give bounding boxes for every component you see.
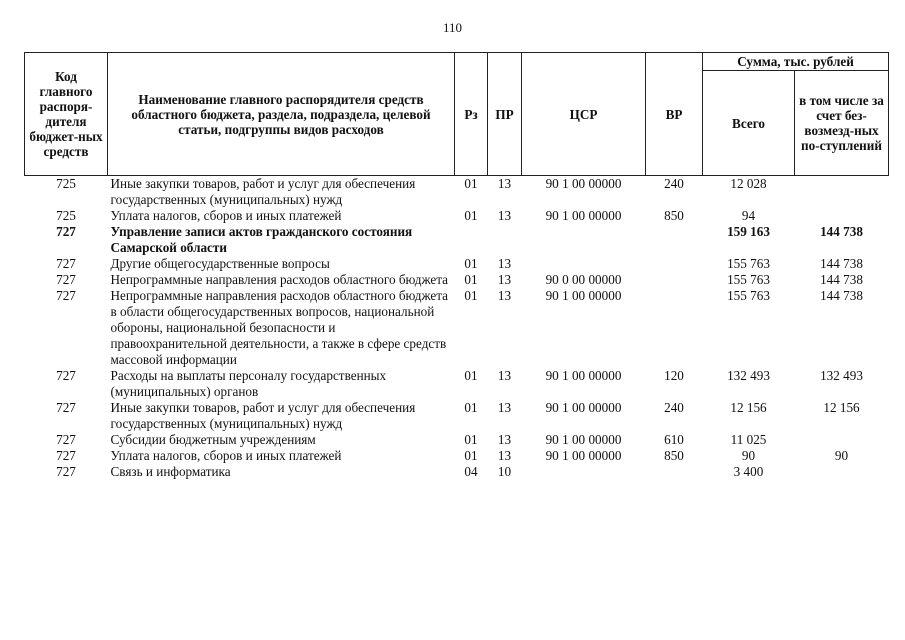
total-cell: 94 bbox=[741, 208, 756, 223]
code-cell: 727 bbox=[56, 464, 76, 479]
rz-cell: 01 bbox=[464, 176, 478, 191]
rz-cell: 01 bbox=[464, 288, 478, 303]
table-header bbox=[25, 53, 889, 176]
csr-cell: 90 1 00 00000 bbox=[545, 288, 622, 303]
pr-cell: 13 bbox=[497, 176, 512, 191]
name-cell: Уплата налогов, сборов и иных платежей bbox=[110, 448, 342, 463]
pr-cell: 13 bbox=[497, 400, 512, 415]
name-cell: Субсидии бюджетным учреждениям bbox=[110, 432, 316, 447]
incl-cell bbox=[795, 208, 889, 224]
pr-cell: 13 bbox=[497, 256, 512, 271]
table-row bbox=[25, 400, 889, 432]
code-cell: 727 bbox=[56, 224, 76, 239]
rz-cell: 01 bbox=[464, 368, 478, 383]
incl-cell: 144 738 bbox=[820, 288, 863, 303]
incl-cell: 12 156 bbox=[823, 400, 860, 415]
csr-cell: 90 1 00 00000 bbox=[545, 400, 622, 415]
incl-cell: 144 738 bbox=[820, 224, 863, 239]
code-cell: 725 bbox=[56, 176, 76, 191]
vr-cell bbox=[646, 464, 703, 480]
table-row bbox=[25, 272, 889, 288]
vr-cell: 850 bbox=[664, 448, 684, 463]
pr-cell: 13 bbox=[497, 288, 512, 303]
csr-cell: 90 0 00 00000 bbox=[545, 272, 622, 287]
vr-cell: 120 bbox=[664, 368, 684, 383]
pr-cell: 13 bbox=[497, 368, 512, 383]
table-row bbox=[25, 448, 889, 464]
pr-cell: 13 bbox=[497, 448, 512, 463]
name-cell: Непрограммные направления расходов областного бюджета в области общегосударственных вопросов, национальной обороны, национальной безопасности и правоохранительной деятельности, а также в сфере средств массовой информации bbox=[110, 288, 449, 367]
rz-cell: 01 bbox=[464, 448, 478, 463]
name-cell: Уплата налогов, сборов и иных платежей bbox=[110, 208, 342, 223]
name-cell: Связь и информатика bbox=[110, 464, 231, 479]
name-cell: Другие общегосударственные вопросы bbox=[110, 256, 330, 271]
incl-cell bbox=[795, 176, 889, 209]
incl-cell bbox=[795, 464, 889, 480]
code-cell: 725 bbox=[56, 208, 76, 223]
name-cell: Расходы на выплаты персоналу государственных (муниципальных) органов bbox=[110, 368, 387, 399]
vr-cell: 240 bbox=[664, 176, 684, 191]
name-cell: Иные закупки товаров, работ и услуг для обеспечения государственных (муниципальных) нужд bbox=[110, 400, 416, 431]
rz-cell: 01 bbox=[464, 432, 478, 447]
name-cell: Непрограммные направления расходов областного бюджета bbox=[110, 272, 449, 287]
vr-cell: 240 bbox=[664, 400, 684, 415]
table-row bbox=[25, 256, 889, 272]
pr-cell: 10 bbox=[497, 464, 512, 479]
incl-cell: 132 493 bbox=[820, 368, 863, 383]
rz-cell bbox=[455, 224, 488, 256]
table-row bbox=[25, 464, 889, 480]
total-cell: 159 163 bbox=[727, 224, 770, 239]
name-cell: Иные закупки товаров, работ и услуг для обеспечения государственных (муниципальных) нужд bbox=[110, 176, 416, 207]
total-cell: 155 763 bbox=[727, 256, 770, 271]
rz-cell: 04 bbox=[464, 464, 478, 479]
vr-cell: 850 bbox=[664, 208, 684, 223]
code-cell: 727 bbox=[56, 368, 76, 383]
csr-cell bbox=[522, 224, 646, 256]
csr-cell bbox=[522, 256, 646, 272]
incl-cell bbox=[795, 432, 889, 448]
header-csr: ЦСР bbox=[522, 53, 646, 176]
header-vr: ВР bbox=[646, 53, 703, 176]
total-cell: 132 493 bbox=[727, 368, 770, 383]
incl-cell: 90 bbox=[834, 448, 849, 463]
incl-cell: 144 738 bbox=[820, 272, 863, 287]
vr-cell bbox=[646, 272, 703, 288]
vr-cell: 610 bbox=[664, 432, 684, 447]
total-cell: 155 763 bbox=[727, 272, 770, 287]
code-cell: 727 bbox=[56, 272, 76, 287]
total-cell: 12 028 bbox=[730, 176, 767, 191]
code-cell: 727 bbox=[56, 432, 76, 447]
table-row bbox=[25, 176, 889, 209]
total-cell: 90 bbox=[741, 448, 756, 463]
total-cell: 12 156 bbox=[730, 400, 767, 415]
table-row bbox=[25, 208, 889, 224]
header-name: Наименование главного распорядителя средств областного бюджета, раздела, подраздела, целевой статьи, подгруппы видов расходов bbox=[108, 53, 455, 176]
pr-cell bbox=[488, 224, 522, 256]
total-cell: 11 025 bbox=[730, 432, 767, 447]
table-row bbox=[25, 368, 889, 400]
page-number: 110 bbox=[442, 20, 463, 35]
code-cell: 727 bbox=[56, 448, 76, 463]
csr-cell: 90 1 00 00000 bbox=[545, 208, 622, 223]
pr-cell: 13 bbox=[497, 432, 512, 447]
header-code: Код главного распоря-дителя бюджет-ных средств bbox=[25, 53, 108, 176]
pr-cell: 13 bbox=[497, 208, 512, 223]
header-pr: ПР bbox=[488, 53, 522, 176]
total-cell: 3 400 bbox=[733, 464, 764, 479]
header-sum: Сумма, тыс. рублей bbox=[703, 53, 889, 71]
name-cell: Управление записи актов гражданского состояния Самарской области bbox=[110, 224, 413, 255]
csr-cell: 90 1 00 00000 bbox=[545, 176, 622, 191]
csr-cell: 90 1 00 00000 bbox=[545, 432, 622, 447]
vr-cell bbox=[646, 288, 703, 368]
rz-cell: 01 bbox=[464, 400, 478, 415]
rz-cell: 01 bbox=[464, 208, 478, 223]
pr-cell: 13 bbox=[497, 272, 512, 287]
header-rz: Рз bbox=[455, 53, 488, 176]
header-total: Всего bbox=[703, 71, 795, 176]
header-incl: в том числе за счет без-возмезд-ных по-ступлений bbox=[795, 71, 889, 176]
table-row bbox=[25, 288, 889, 368]
incl-cell: 144 738 bbox=[820, 256, 863, 271]
code-cell: 727 bbox=[56, 288, 76, 303]
table-row bbox=[25, 432, 889, 448]
csr-cell bbox=[522, 464, 646, 480]
table-body bbox=[25, 176, 889, 481]
csr-cell: 90 1 00 00000 bbox=[545, 448, 622, 463]
budget-table bbox=[24, 52, 889, 480]
rz-cell: 01 bbox=[464, 272, 478, 287]
rz-cell: 01 bbox=[464, 256, 478, 271]
code-cell: 727 bbox=[56, 256, 76, 271]
csr-cell: 90 1 00 00000 bbox=[545, 368, 622, 383]
vr-cell bbox=[646, 256, 703, 272]
code-cell: 727 bbox=[56, 400, 76, 415]
table-row bbox=[25, 224, 889, 256]
total-cell: 155 763 bbox=[727, 288, 770, 303]
vr-cell bbox=[646, 224, 703, 256]
